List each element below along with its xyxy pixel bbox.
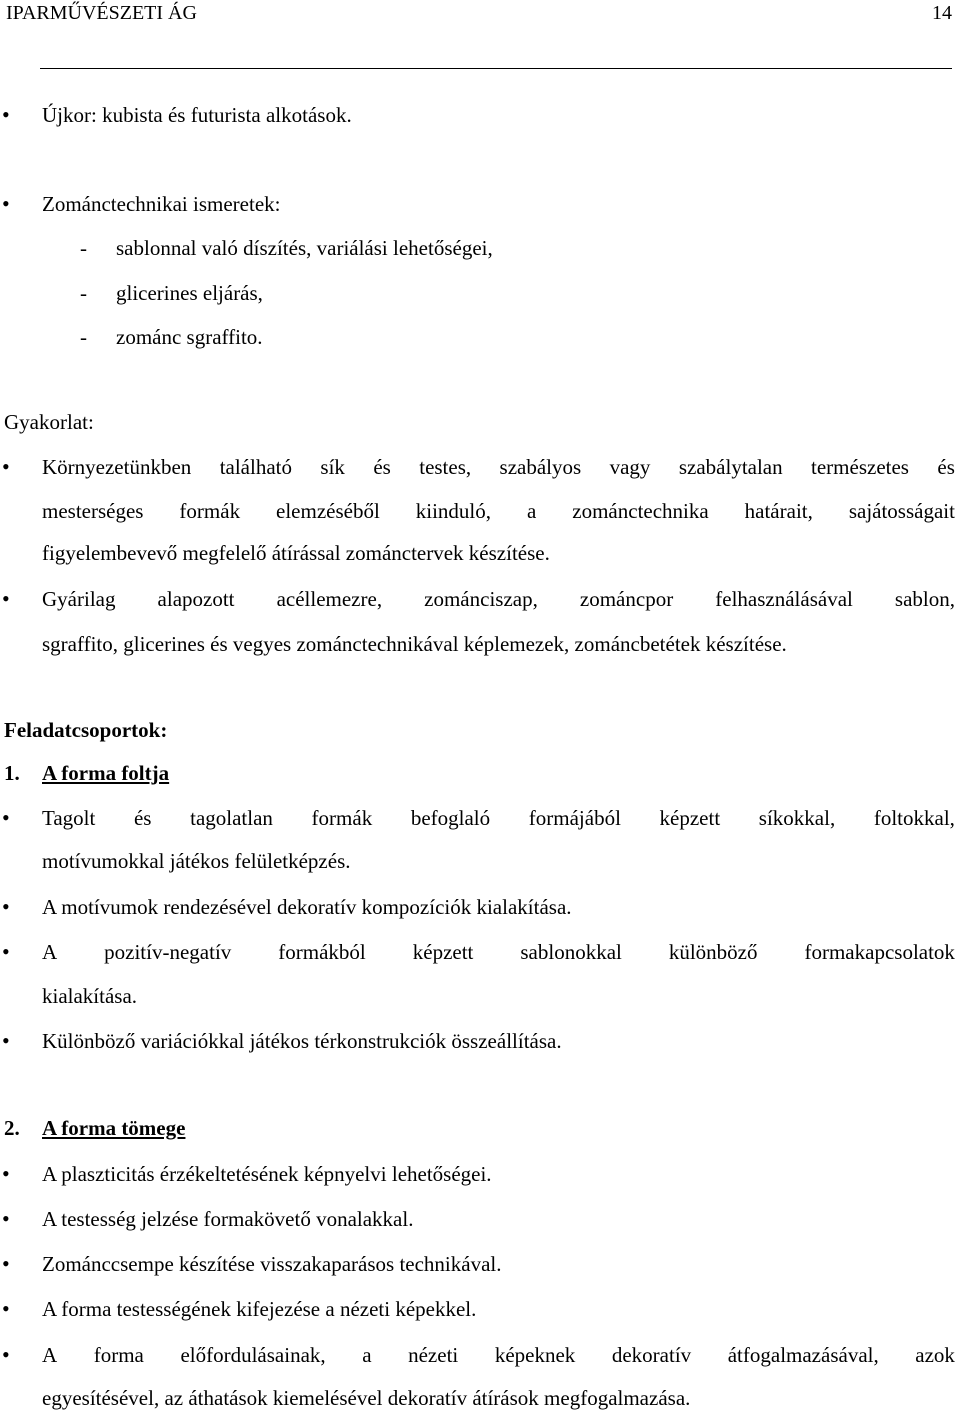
bullet-icon: • xyxy=(2,586,10,611)
paragraph-line: A forma testességének kifejezése a nézeti képekkel. xyxy=(42,1297,477,1321)
bullet-icon: • xyxy=(2,805,10,830)
bullet-text-zomanc: Zománctechnikai ismeretek: xyxy=(42,192,281,216)
paragraph-line: A plaszticitás érzékeltetésének képnyelvi lehetőségei. xyxy=(42,1162,492,1186)
paragraph-line: A motívumok rendezésével dekoratív kompozíciók kialakítása. xyxy=(42,895,572,919)
header-rule xyxy=(40,68,952,69)
paragraph-line: egyesítésével, az áthatások kiemelésével dekoratív átírások megfogalmazása. xyxy=(42,1386,691,1410)
dash-marker: - xyxy=(80,281,87,305)
paragraph-line: A testesség jelzése formakövető vonalakkal. xyxy=(42,1207,414,1231)
group-title-forma-tomege: A forma tömege xyxy=(42,1116,186,1140)
bullet-icon: • xyxy=(2,939,10,964)
bullet-icon: • xyxy=(2,1206,10,1231)
header-title: IPARMŰVÉSZETI ÁG xyxy=(6,2,197,24)
bullet-text-ujkor: Újkor: kubista és futurista alkotások. xyxy=(42,103,352,127)
page-number: 14 xyxy=(932,2,952,24)
paragraph-line: figyelembevevő megfelelő átírással zománctervek készítése. xyxy=(42,541,550,565)
paragraph-line: Zománccsempe készítése visszakaparásos technikával. xyxy=(42,1252,502,1276)
bullet-icon: • xyxy=(2,1342,10,1367)
sub-item-glicerines: glicerines eljárás, xyxy=(116,281,263,305)
bullet-icon: • xyxy=(2,191,10,216)
paragraph-line: mesterséges formák elemzéséből kiinduló, a zománctechnika határait, sajátosságait xyxy=(42,499,955,523)
bullet-icon: • xyxy=(2,1251,10,1276)
sub-item-sgraffito: zománc sgraffito. xyxy=(116,325,263,349)
dash-marker: - xyxy=(80,325,87,349)
paragraph-line: kialakítása. xyxy=(42,984,138,1008)
paragraph-line: sgraffito, glicerines és vegyes zománctechnikával képlemezek, zománcbetétek készítése. xyxy=(42,632,787,656)
group-title-forma-foltja: A forma foltja xyxy=(42,761,170,785)
bullet-icon: • xyxy=(2,102,10,127)
group-number: 2. xyxy=(4,1116,20,1140)
group-number: 1. xyxy=(4,761,20,785)
bullet-icon: • xyxy=(2,1161,10,1186)
bullet-icon: • xyxy=(2,1028,10,1053)
tasks-heading: Feladatcsoportok: xyxy=(4,718,168,742)
practice-heading: Gyakorlat: xyxy=(4,410,94,434)
paragraph-line: Különböző variációkkal játékos térkonstrukciók összeállítása. xyxy=(42,1029,562,1053)
paragraph-line: Gyárilag alapozott acéllemezre, zománciszap, zománcpor felhasználásával sablon, xyxy=(42,587,955,611)
bullet-icon: • xyxy=(2,1296,10,1321)
paragraph-line: A pozitív-negatív formákból képzett sablonokkal különböző formakapcsolatok xyxy=(42,940,955,964)
paragraph-line: Tagolt és tagolatlan formák befoglaló formájából képzett síkokkal, foltokkal, xyxy=(42,806,955,830)
paragraph-line: Környezetünkben található sík és testes, szabályos vagy szabálytalan természetes és xyxy=(42,455,955,479)
dash-marker: - xyxy=(80,236,87,260)
paragraph-line: A forma előfordulásainak, a nézeti képeknek dekoratív átfogalmazásával, azok xyxy=(42,1343,955,1367)
sub-item-sablon: sablonnal való díszítés, variálási lehetőségei, xyxy=(116,236,493,260)
bullet-icon: • xyxy=(2,454,10,479)
bullet-icon: • xyxy=(2,894,10,919)
paragraph-line: motívumokkal játékos felületképzés. xyxy=(42,849,351,873)
